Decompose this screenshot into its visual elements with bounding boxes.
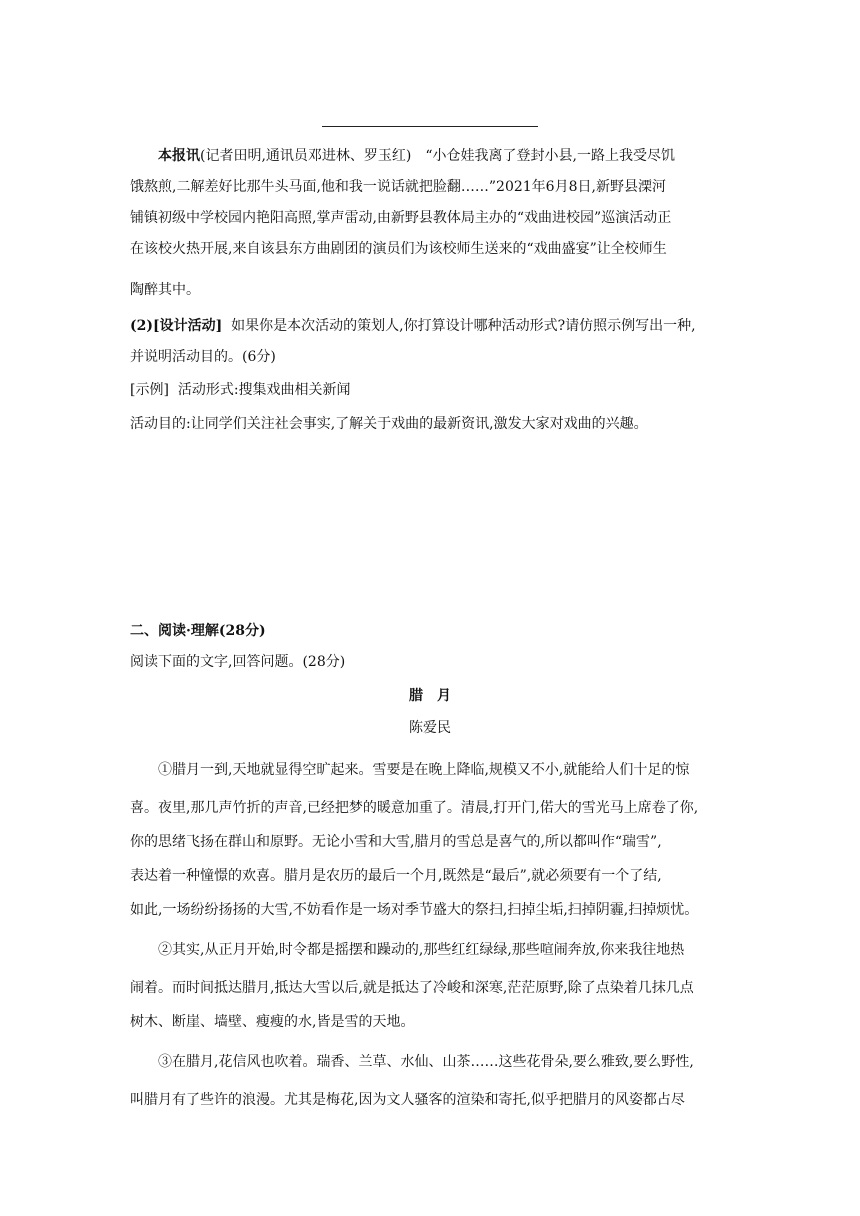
news-line-1 [158, 146, 675, 166]
news-line-5: 陶醉其中。 [130, 282, 200, 298]
section-heading: 二、阅读·理解(28分) [130, 623, 266, 639]
example-purpose: 活动目的:让同学们关注社会事实,了解关于戏曲的最新资讯,激发大家对戏曲的兴趣。 [130, 416, 648, 432]
news-text-1: (记者田明,通讯员邓进林、罗玉红) “小仓娃我离了登封小县,一路上我受尽饥 [200, 148, 675, 164]
news-lead: 本报讯 [158, 148, 200, 164]
article-line-10: 叫腊月有了些许的浪漫。尤其是梅花,因为文人骚客的渲染和寄托,似乎把腊月的风姿都占尽 [130, 1092, 685, 1108]
example-label: [示例] [130, 382, 169, 398]
news-line-3: 铺镇初级中学校园内艳阳高照,掌声雷动,由新野县教体局主办的“戏曲进校园”巡演活动正 [130, 210, 672, 226]
article-line-4: 表达着一种憧憬的欢喜。腊月是农历的最后一个月,既然是“最后”,就必须要有一个了结, [130, 868, 662, 884]
article-line-7: 闹着。而时间抵达腊月,抵达大雪以后,就是抵达了冷峻和深寒,茫茫原野,除了点染着几抹几点 [130, 980, 694, 996]
example-line [130, 380, 351, 400]
question-2-line-1 [130, 316, 696, 336]
example-form: 活动形式:搜集戏曲相关新闻 [177, 382, 351, 398]
article-line-2: 喜。夜里,那几声竹折的声音,已经把梦的暖意加重了。清晨,打开门,偌大的雪光马上席卷了你, [130, 800, 699, 816]
article-line-5: 如此,一场纷纷扬扬的大雪,不妨看作是一场对季节盛大的祭扫,扫掉尘垢,扫掉阴霾,扫掉烦忧。 [130, 902, 699, 918]
question-2-tag: (2)[设计活动] [130, 318, 223, 334]
question-2-text: 如果你是本次活动的策划人,你打算设计哪种活动形式?请仿照示例写出一种, [231, 318, 696, 334]
news-line-2: 饿熬煎,二解差好比那牛头马面,他和我一说话就把脸翻……”2021年6月8日,新野县溧河 [130, 179, 666, 195]
article-line-9: ③在腊月,花信风也吹着。瑞香、兰草、水仙、山茶……这些花骨朵,要么雅致,要么野性, [158, 1054, 694, 1070]
section-instruction: 阅读下面的文字,回答问题。(28分) [130, 654, 346, 670]
article-line-3: 你的思绪飞扬在群山和原野。无论小雪和大雪,腊月的雪总是喜气的,所以都叫作“瑞雪”, [130, 834, 662, 850]
article-line-1: ①腊月一到,天地就显得空旷起来。雪要是在晚上降临,规模又不小,就能给人们十足的惊 [158, 762, 690, 778]
article-title: 腊 月 [409, 688, 451, 704]
question-2-line-2: 并说明活动目的。(6分) [130, 349, 276, 365]
article-line-6: ②其实,从正月开始,时令都是摇摆和躁动的,那些红红绿绿,那些喧闹奔放,你来我往地热 [158, 942, 685, 958]
news-line-4: 在该校火热开展,来自该县东方曲剧团的演员们为该校师生送来的“戏曲盛宴”让全校师生 [130, 241, 667, 257]
article-line-8: 树木、断崖、墙壁、瘦瘦的水,皆是雪的天地。 [130, 1014, 415, 1030]
answer-underline [322, 126, 538, 127]
article-author: 陈爱民 [409, 720, 451, 736]
